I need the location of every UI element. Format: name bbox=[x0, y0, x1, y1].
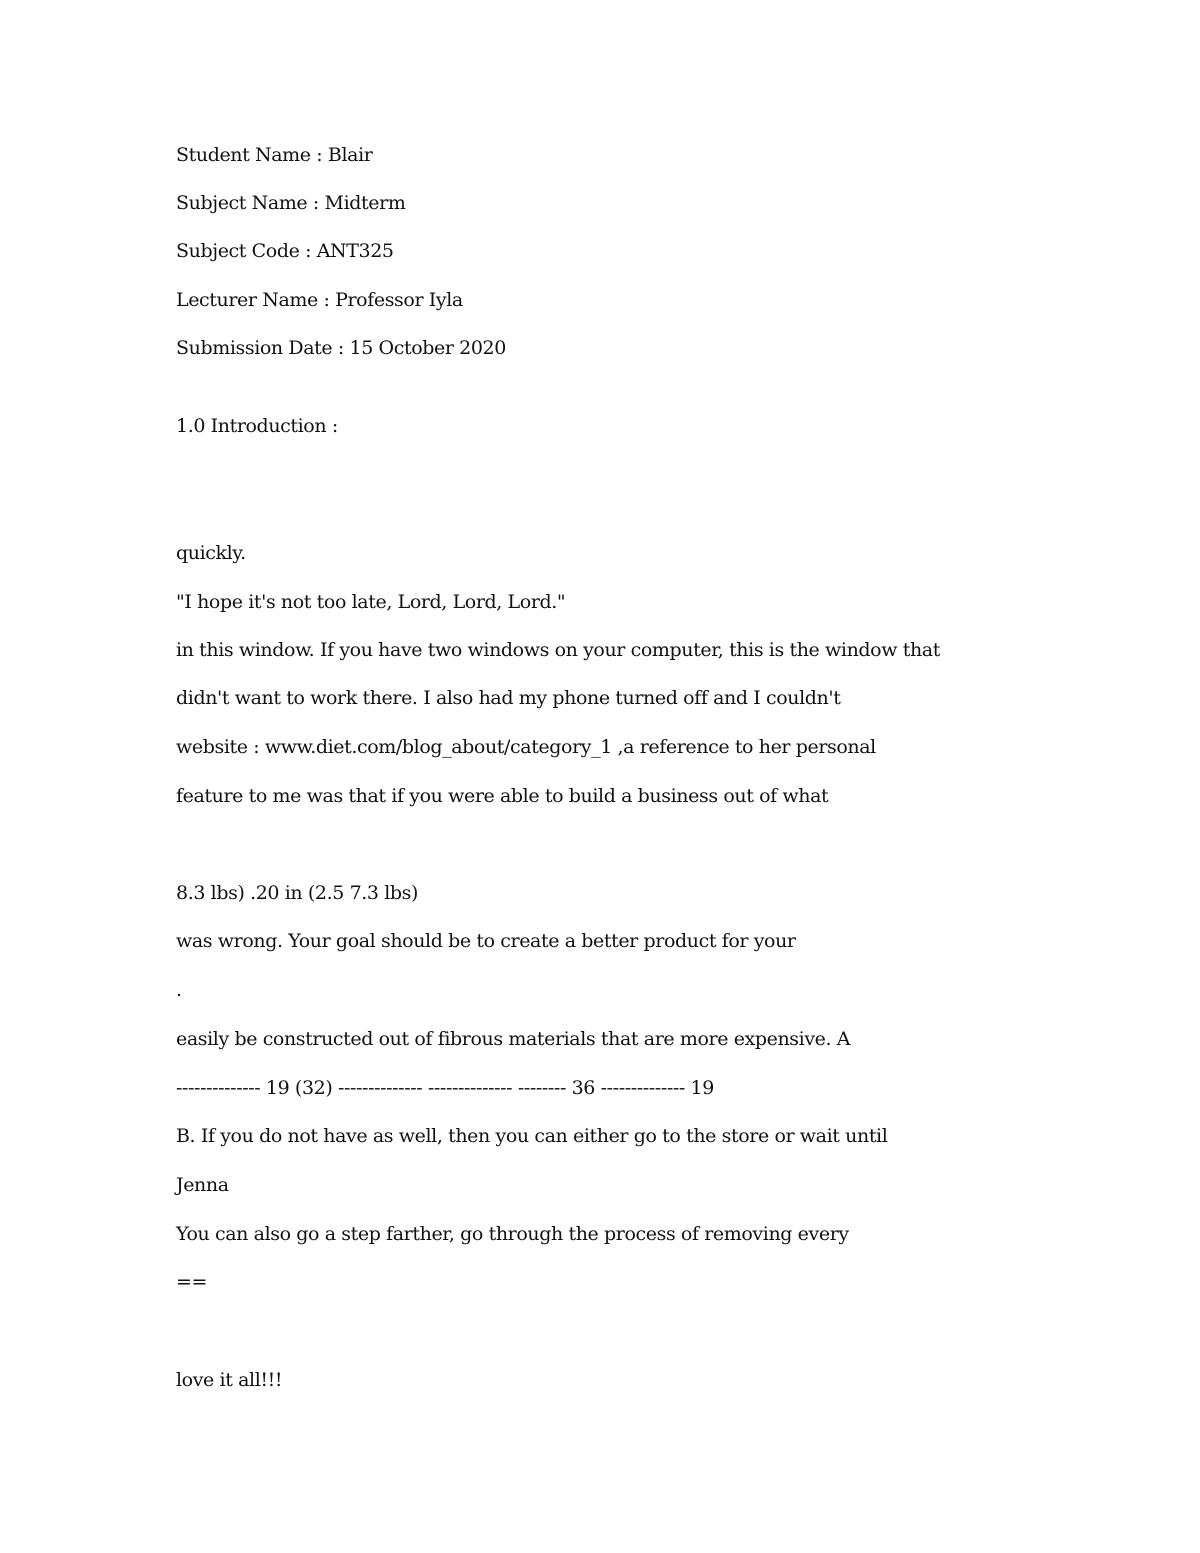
student-name: Student Name : Blair bbox=[176, 144, 373, 166]
body-line: == bbox=[176, 1271, 208, 1293]
lecturer-name: Lecturer Name : Professor Iyla bbox=[176, 289, 463, 311]
submission-date: Submission Date : 15 October 2020 bbox=[176, 337, 506, 359]
body-line: in this window. If you have two windows on your computer, this is the window that bbox=[176, 639, 940, 661]
body-line: B. If you do not have as well, then you can either go to the store or wait until bbox=[176, 1125, 888, 1147]
section-heading: 1.0 Introduction : bbox=[176, 415, 338, 437]
body-line: quickly. bbox=[176, 542, 246, 564]
body-line: "I hope it's not too late, Lord, Lord, Lord." bbox=[176, 591, 566, 613]
body-line: easily be constructed out of fibrous materials that are more expensive. A bbox=[176, 1028, 851, 1050]
body-line: -------------- 19 (32) -------------- -------------- -------- 36 -------------- 19 bbox=[176, 1077, 714, 1099]
body-line: website : www.diet.com/blog_about/category_1 ,a reference to her personal bbox=[176, 736, 876, 758]
body-line: was wrong. Your goal should be to create a better product for your bbox=[176, 930, 796, 952]
body-line: Jenna bbox=[176, 1174, 229, 1196]
subject-code: Subject Code : ANT325 bbox=[176, 240, 394, 262]
body-line: didn't want to work there. I also had my phone turned off and I couldn't bbox=[176, 687, 841, 709]
body-line: You can also go a step farther, go through the process of removing every bbox=[176, 1223, 849, 1245]
body-line: feature to me was that if you were able to build a business out of what bbox=[176, 785, 829, 807]
subject-name: Subject Name : Midterm bbox=[176, 192, 406, 214]
body-line: love it all!!! bbox=[176, 1369, 283, 1391]
body-line: . bbox=[176, 979, 182, 1001]
body-line: 8.3 lbs) .20 in (2.5 7.3 lbs) bbox=[176, 882, 419, 904]
